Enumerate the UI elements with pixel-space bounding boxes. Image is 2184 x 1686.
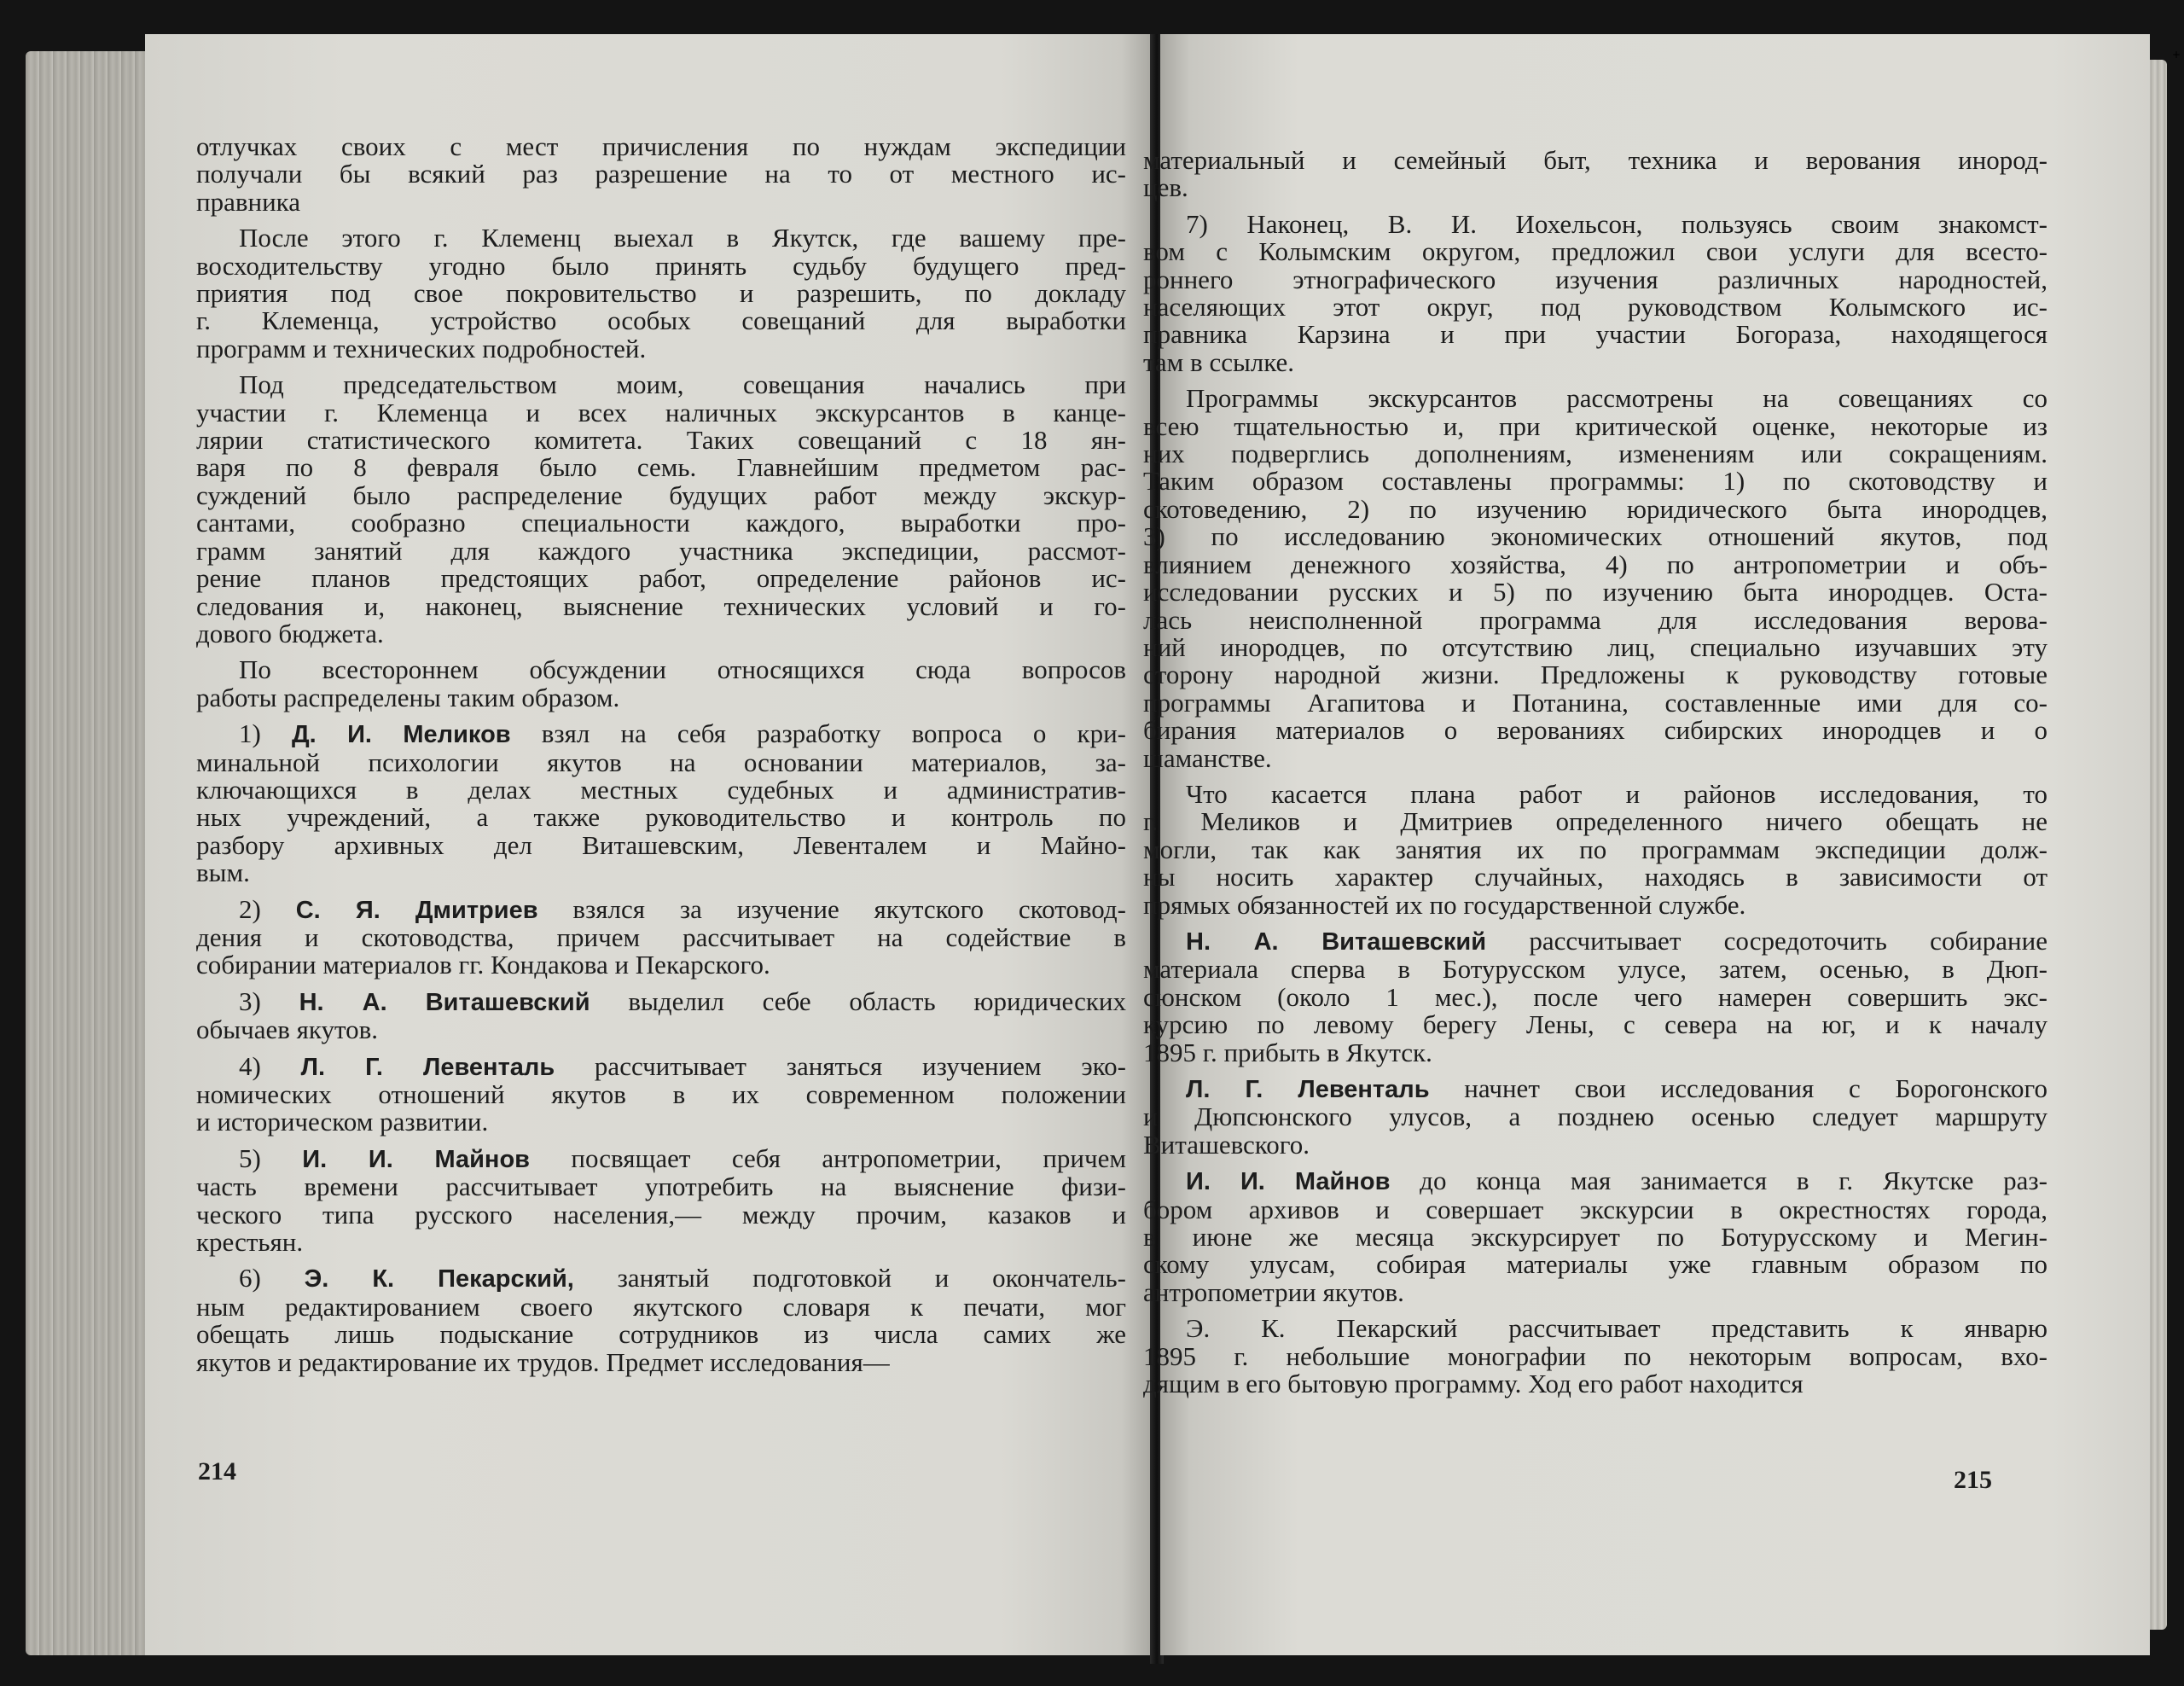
text-line: лярии статистического комитета. Таких совещаний с 18 ян- xyxy=(196,425,1126,456)
text-line: якутов и редактирование их трудов. Предмет исследования— xyxy=(196,1346,890,1377)
text-line: материальный и семейный быт, техника и верования инород- xyxy=(1143,145,2048,175)
text-line: и Дюпсюнского улусов, а позднею осенью следует маршруту xyxy=(1143,1102,2048,1132)
person-name: Л. Г. Левенталь xyxy=(1186,1076,1430,1103)
text-line: бором архивов и совершает экскурсии в окрестностях города, xyxy=(1143,1194,2048,1224)
person-name: С. Я. Дмитриев xyxy=(295,896,538,924)
person-name: И. И. Майнов xyxy=(302,1145,530,1173)
text-line: 2) С. Я. Дмитриев взялся за изучение якутского скотовод- xyxy=(239,893,1127,924)
text-line: 4) Л. Г. Левенталь рассчитывает заняться изучением эко- xyxy=(239,1050,1126,1081)
text-line: антропометрии якутов. xyxy=(1143,1276,1404,1307)
corner-mark-icon: + xyxy=(2172,49,2181,61)
text-line: 6) Э. К. Пекарский, занятый подготовкой и окончатель- xyxy=(239,1263,1126,1294)
text-line: правника Карзина и при участии Богораза, находящегося xyxy=(1143,319,2048,350)
text-line: и историческом развитии. xyxy=(196,1107,489,1137)
person-name: Д. И. Меликов xyxy=(291,721,511,749)
text-line: программ и технических подробностей. xyxy=(196,333,647,363)
text-line: ны носить характер случайных, находясь в зависимости от xyxy=(1143,862,2048,892)
person-name: Э. К. Пекарский, xyxy=(304,1265,574,1294)
text-line: шаманстве. xyxy=(1143,742,1272,773)
text-line: работы распределены таким образом. xyxy=(196,682,620,712)
text-line: крестьян. xyxy=(196,1227,304,1258)
text-line: ключающихся в делах местных судебных и административ- xyxy=(196,774,1126,805)
text-line: минальной психологии якутов на основании материалов, за- xyxy=(196,747,1126,777)
text-line: часть времени рассчитывает употребить на выяснение физи- xyxy=(196,1171,1126,1202)
text-line: Л. Г. Левенталь начнет свои исследования с Борогонского xyxy=(1186,1073,2048,1103)
text-line: там в ссылке. xyxy=(1143,346,1295,377)
text-line: правника xyxy=(196,186,301,217)
text-line: грамм занятий для каждого участника экспедиции, рассмот- xyxy=(196,535,1126,566)
text-line: После этого г. Клеменц выехал в Якутск, где вашему пре- xyxy=(239,223,1126,253)
text-line: ний инородцев, по отсутствию лиц, специально изучавших эту xyxy=(1143,631,2048,662)
text-line: 7) Наконец, В. И. Иохельсон, пользуясь своим знакомст- xyxy=(1186,208,2048,239)
text-line: курсию по левому берегу Лены, с севера на юг, и к началу xyxy=(1143,1009,2048,1040)
text-line: вым. xyxy=(196,858,250,888)
text-line: всею тщательностью и, при критической оценке, некоторые из xyxy=(1143,410,2048,441)
text-line: 1895 г. прибыть в Якутск. xyxy=(1143,1037,1432,1067)
text-line: номических отношений якутов в их современном положении xyxy=(196,1079,1126,1109)
person-name: Л. Г. Левенталь xyxy=(300,1053,555,1081)
text-line: следования и, наконец, выяснение технических условий и го- xyxy=(196,590,1126,621)
text-line: сторону народной жизни. Предложены к руководству готовые xyxy=(1143,660,2048,690)
text-line: Программы экскурсантов рассмотрены на совещаниях со xyxy=(1186,383,2048,414)
text-line: 3) Н. А. Виташевский выделил себе область юридических xyxy=(239,985,1126,1016)
text-line: отлучках своих с мест причисления по нуждам экспедиции xyxy=(196,131,1126,161)
text-line: исследовании русских и 5) по изучению быта инородцев. Оста- xyxy=(1143,577,2048,608)
text-line: Виташевского. xyxy=(1143,1129,1310,1160)
text-line: 5) И. И. Майнов посвящает себя антропометрии, причем xyxy=(239,1142,1126,1173)
text-line: получали бы всякий раз разрешение на то от местного ис- xyxy=(196,159,1126,189)
text-line: Таким образом составлены программы: 1) по скотоводству и xyxy=(1143,466,2048,497)
text-line: 1895 г. небольшие монографии по некоторым вопросам, вхо- xyxy=(1143,1340,2048,1371)
person-name: И. И. Майнов xyxy=(1186,1168,1391,1196)
text-line: роннего этнографического изучения различных народностей, xyxy=(1143,264,2048,294)
text-line: цев. xyxy=(1143,172,1188,203)
text-line: 1) Д. И. Меликов взял на себя разработку вопроса о кри- xyxy=(239,718,1126,749)
text-line: дового бюджета. xyxy=(196,618,384,648)
text-line: участии г. Клеменца и всех наличных экскурсантов в канце- xyxy=(196,397,1126,427)
text-line: обещать лишь подыскание сотрудников из числа самих же xyxy=(196,1319,1126,1350)
text-line: г. Меликов и Дмитриев определенного ничего обещать не xyxy=(1143,806,2048,837)
text-line: сюнском (около 1 мес.), после чего намерен совершить экс- xyxy=(1143,981,2048,1012)
text-line: вом с Колымским округом, предложил свои услуги для всесто- xyxy=(1143,236,2048,267)
text-line: По всестороннем обсуждении относящихся сюда вопросов xyxy=(239,654,1126,685)
left-page-text xyxy=(196,133,1126,1376)
text-line: приятия под свое покровительство и разрешить, по докладу xyxy=(196,278,1126,309)
text-line: г. Клеменца, устройство особых совещаний для выработки xyxy=(196,305,1126,336)
person-name: Н. А. Виташевский xyxy=(299,988,590,1016)
text-line: скому улусам, собирая материалы уже главным образом по xyxy=(1143,1249,2048,1280)
text-line: Э. К. Пекарский рассчитывает представить к январю xyxy=(1186,1313,2048,1344)
text-line: материала сперва в Ботурусском улусе, затем, осенью, в Дюп- xyxy=(1143,954,2048,985)
right-page-text xyxy=(1143,147,2048,1398)
text-line: сантами, сообразно специальности каждого, выработки про- xyxy=(196,508,1126,538)
text-line: собирании материалов гг. Кондакова и Пекарского. xyxy=(196,950,770,980)
text-line: населяющих этот округ, под руководством Колымского ис- xyxy=(1143,292,2048,323)
person-name: Н. А. Виташевский xyxy=(1186,927,1487,956)
text-line: обычаев якутов. xyxy=(196,1015,379,1045)
text-line: скотоведению, 2) по изучению юридического быта инородцев, xyxy=(1143,493,2048,524)
page-edges-left xyxy=(26,51,149,1655)
page-number-left: 214 xyxy=(198,1457,236,1485)
text-line: ным редактированием своего якутского словаря к печати, мог xyxy=(196,1291,1126,1322)
text-line: дения и скотоводства, причем рассчитывает на содействие в xyxy=(196,921,1126,952)
text-line: восходительству угодно было принять судьбу будущего пред- xyxy=(196,250,1126,281)
text-line: разбору архивных дел Виташевским, Левенталем и Майно- xyxy=(196,829,1126,860)
text-line: суждений было распределение будущих работ между экскур- xyxy=(196,480,1126,510)
text-line: могли, так как занятия их по программам экспедиции долж- xyxy=(1143,834,2048,864)
text-line: ных учреждений, а также руководительство и контроль по xyxy=(196,802,1126,833)
page-number-right: 215 xyxy=(1954,1466,1992,1494)
text-line: ческого типа русского населения,— между прочим, казаков и xyxy=(196,1199,1126,1230)
text-line: бирания материалов о верованиях сибирских инородцев и о xyxy=(1143,715,2048,746)
text-line: Под председательством моим, совещания начались при xyxy=(239,369,1126,400)
text-line: И. И. Майнов до конца мая занимается в г. Якутске раз- xyxy=(1186,1166,2048,1196)
text-line: Что касается плана работ и районов исследования, то xyxy=(1186,778,2048,809)
text-line: Н. А. Виташевский рассчитывает сосредоточить собирание xyxy=(1186,925,2048,956)
text-line: 3) по исследованию экономических отношений якутов, под xyxy=(1143,521,2048,552)
text-line: дящим в его бытовую программу. Ход его работ находится xyxy=(1143,1369,1804,1399)
text-line: них подверглись дополнениям, изменениям или сокращениям. xyxy=(1143,439,2048,469)
text-line: программы Агапитова и Потанина, составленные ими для со- xyxy=(1143,687,2048,718)
text-line: в июне же месяца экскурсирует по Ботурусскому и Мегин- xyxy=(1143,1222,2048,1253)
text-line: лась неисполненной программа для исследования верова- xyxy=(1143,604,2048,635)
text-line: прямых обязанностей их по государственной службе. xyxy=(1143,889,1746,920)
text-line: варя по 8 февраля было семь. Главнейшим предметом рас- xyxy=(196,452,1126,483)
text-line: влиянием денежного хозяйства, 4) по антропометрии и объ- xyxy=(1143,549,2048,579)
text-line: рение планов предстоящих работ, определение районов ис- xyxy=(196,563,1126,594)
